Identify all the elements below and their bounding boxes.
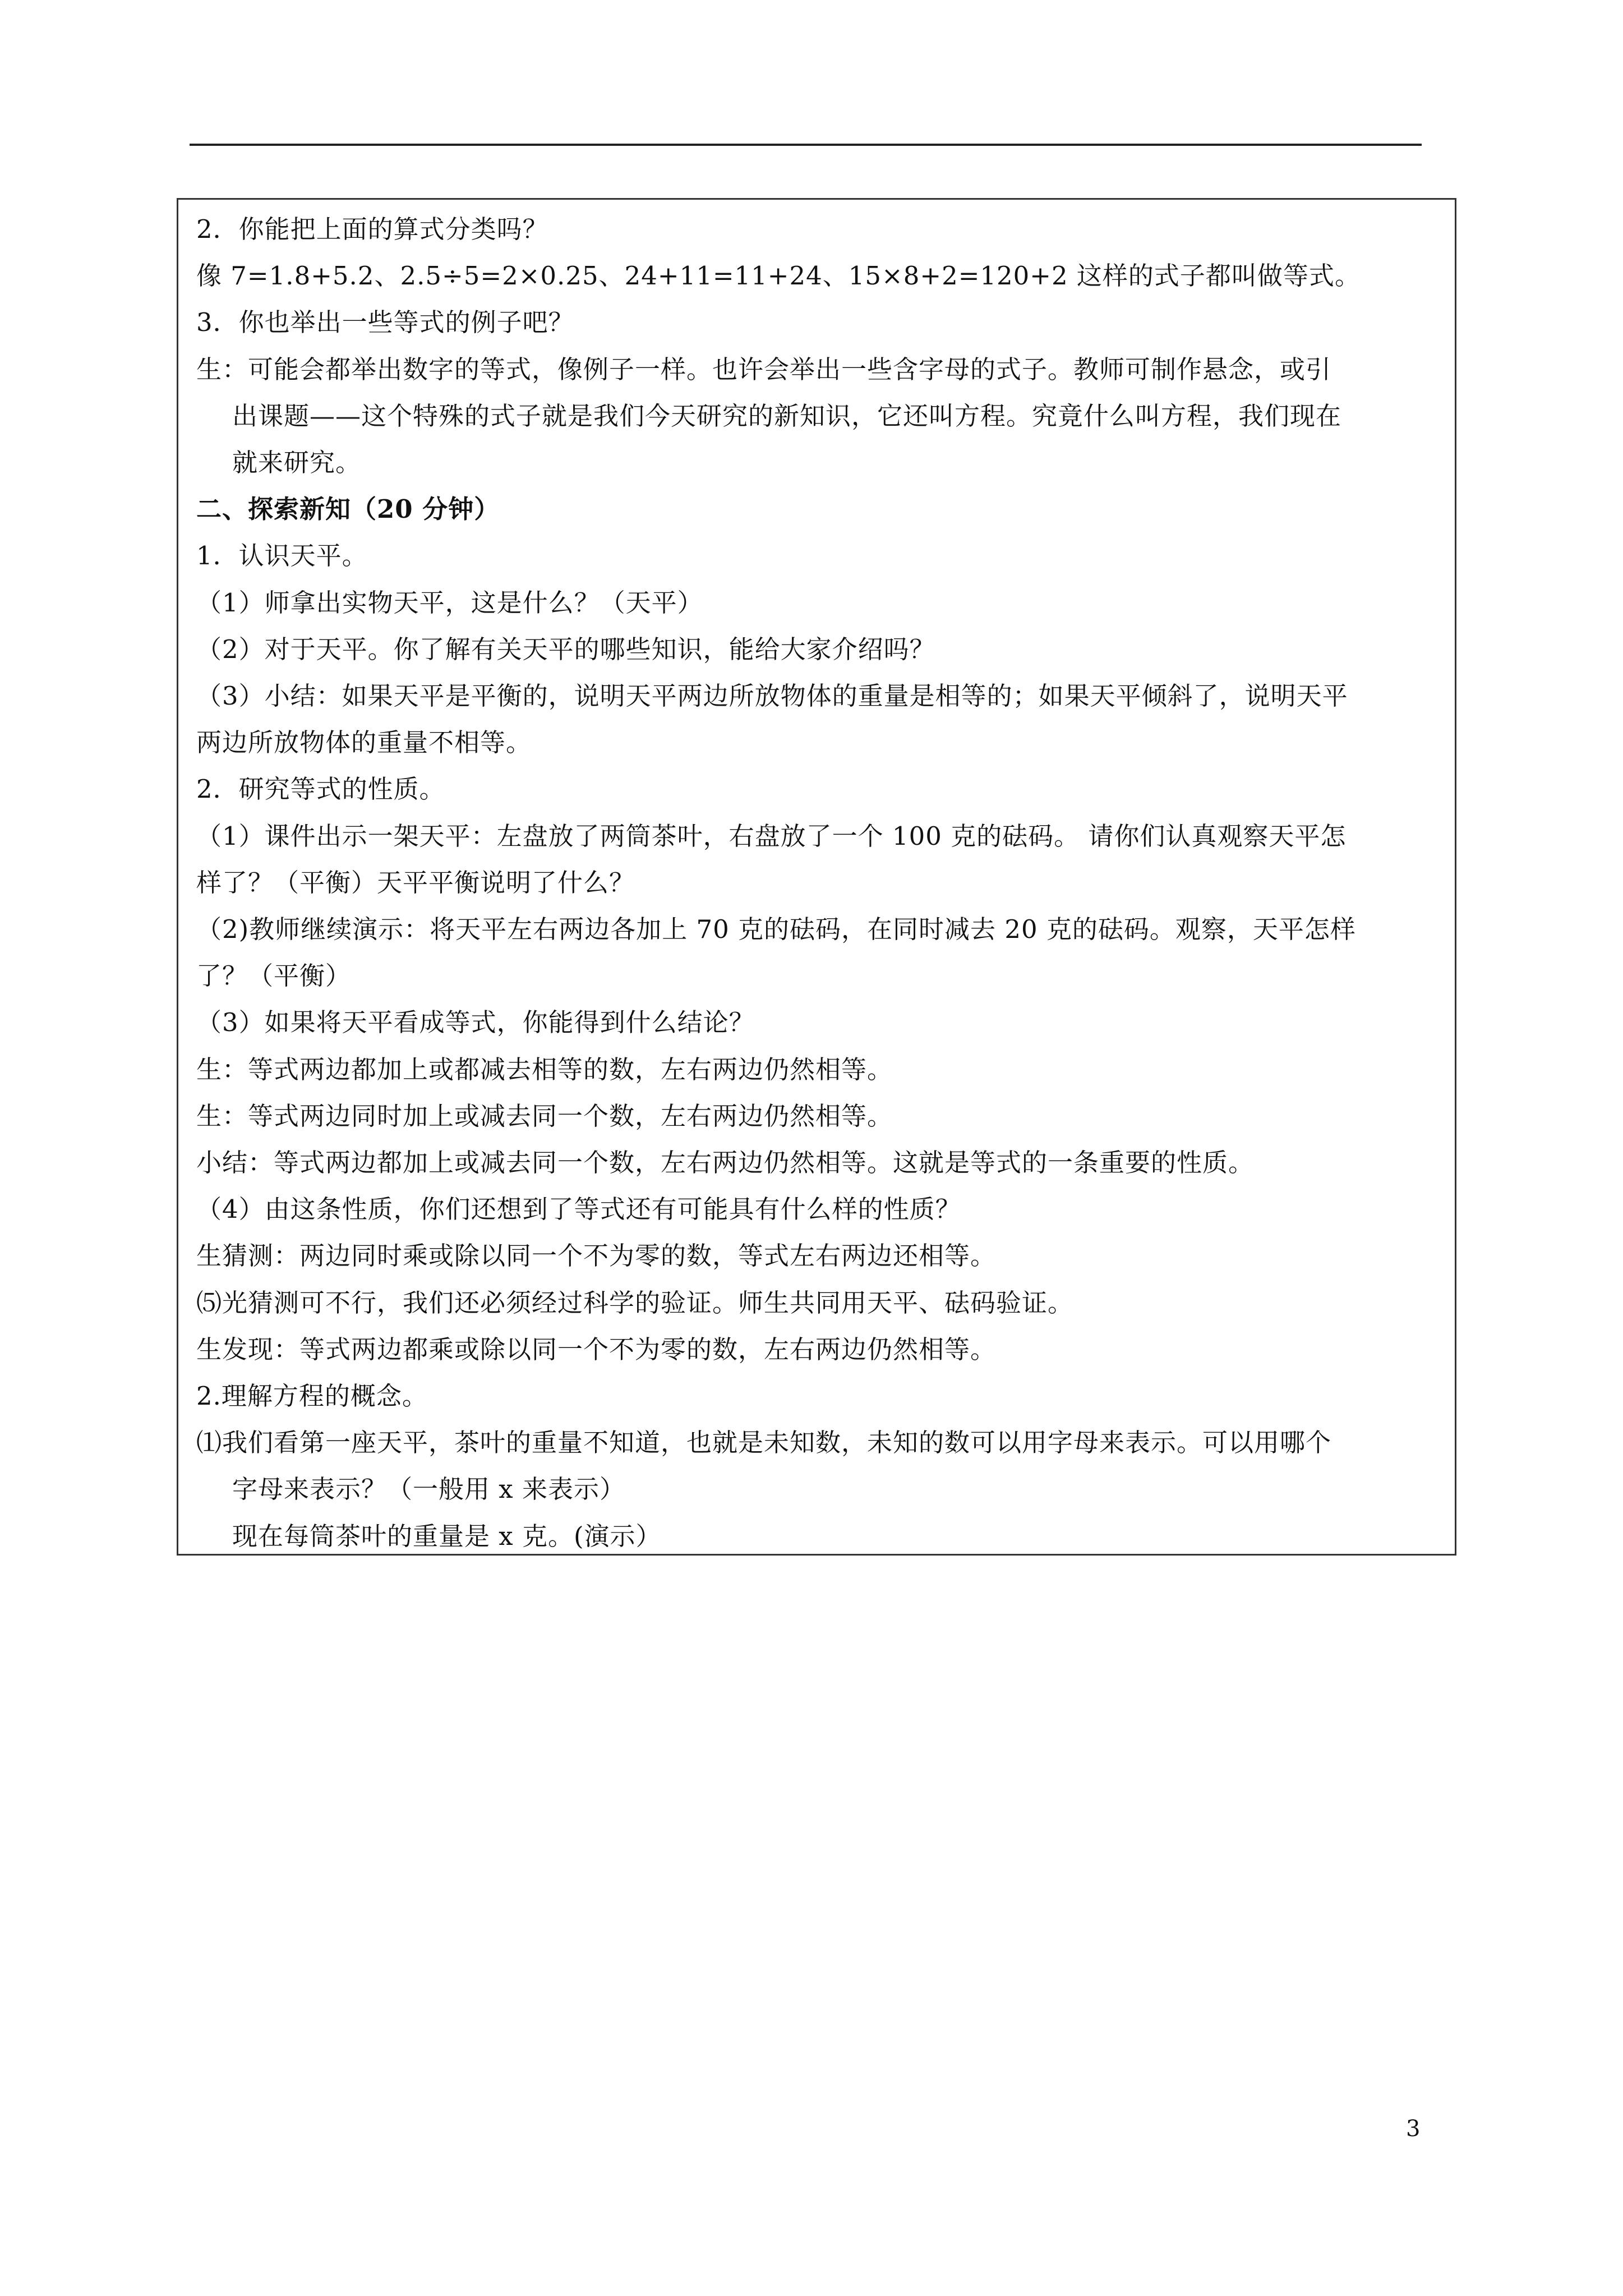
text-line: 2．研究等式的性质。 [196,774,445,804]
text-line: 样了？（平衡）天平平衡说明了什么？ [196,867,635,898]
text-line: 小结：等式两边都加上或减去同一个数，左右两边仍然相等。这就是等式的一条重要的性质。 [196,1148,1255,1177]
content-box [177,198,1456,1556]
text-line: 了？（平衡） [196,961,352,991]
text-line: 1．认识天平。 [196,541,368,571]
text-line: 两边所放物体的重量不相等。 [196,728,532,758]
text-line: 2.理解方程的概念。 [196,1381,428,1411]
text-line: 生：等式两边都加上或都减去相等的数，左右两边仍然相等。 [196,1054,893,1084]
text-line: 就来研究。 [232,448,362,477]
text-line: 现在每筒茶叶的重量是 x 克。(演示） [232,1521,662,1551]
text-line: （3）小结：如果天平是平衡的，说明天平两边所放物体的重量是相等的；如果天平倾斜了，说明天平 [196,681,1348,711]
text-line: ⑴我们看第一座天平，茶叶的重量不知道，也就是未知数，未知的数可以用字母来表示。可以用哪个 [196,1428,1332,1458]
text-line: （2）对于天平。你了解有关天平的哪些知识，能给大家介绍吗？ [196,634,935,664]
text-line: 字母来表示？（一般用 x 来表示） [232,1474,625,1504]
text-line: （4）由这条性质，你们还想到了等式还有可能具有什么样的性质？ [196,1194,961,1225]
text-line: 生：等式两边同时加上或减去同一个数，左右两边仍然相等。 [196,1101,893,1131]
text-line: 3．你也举出一些等式的例子吧？ [196,307,574,338]
text-line: （1）师拿出实物天平，这是什么？（天平） [196,587,703,618]
text-line: 像 7=1.8+5.2、2.5÷5=2×0.25、24+11=11+24、15×8+2=120+2 这样的式子都叫做等式。 [196,261,1361,291]
text-line: 生：可能会都举出数字的等式，像例子一样。也许会举出一些含字母的式子。教师可制作悬念，或引 [196,354,1332,384]
text-line: 生发现：等式两边都乘或除以同一个不为零的数，左右两边仍然相等。 [196,1334,997,1364]
text-line: （1）课件出示一架天平：左盘放了两筒茶叶，右盘放了一个 100 克的砝码。 请你们认真观察天平怎 [196,821,1347,851]
header-rule [190,144,1422,146]
text-line: 出课题——这个特殊的式子就是我们今天研究的新知识，它还叫方程。究竟什么叫方程，我们现在 [232,401,1342,431]
text-line: 2．你能把上面的算式分类吗？ [196,214,548,244]
text-line: ⑸光猜测可不行，我们还必须经过科学的验证。师生共同用天平、砝码验证。 [196,1287,1074,1318]
text-line: （3）如果将天平看成等式，你能得到什么结论？ [196,1007,755,1038]
text-line: （2)教师继续演示：将天平左右两边各加上 70 克的砝码，在同时减去 20 克的砝码。观察，天平怎样 [196,914,1356,944]
page-number: 3 [1406,2116,1421,2142]
text-line: 生猜测：两边同时乘或除以同一个不为零的数，等式左右两边还相等。 [196,1241,997,1271]
text-line: 二、探索新知（20 分钟） [196,494,500,524]
